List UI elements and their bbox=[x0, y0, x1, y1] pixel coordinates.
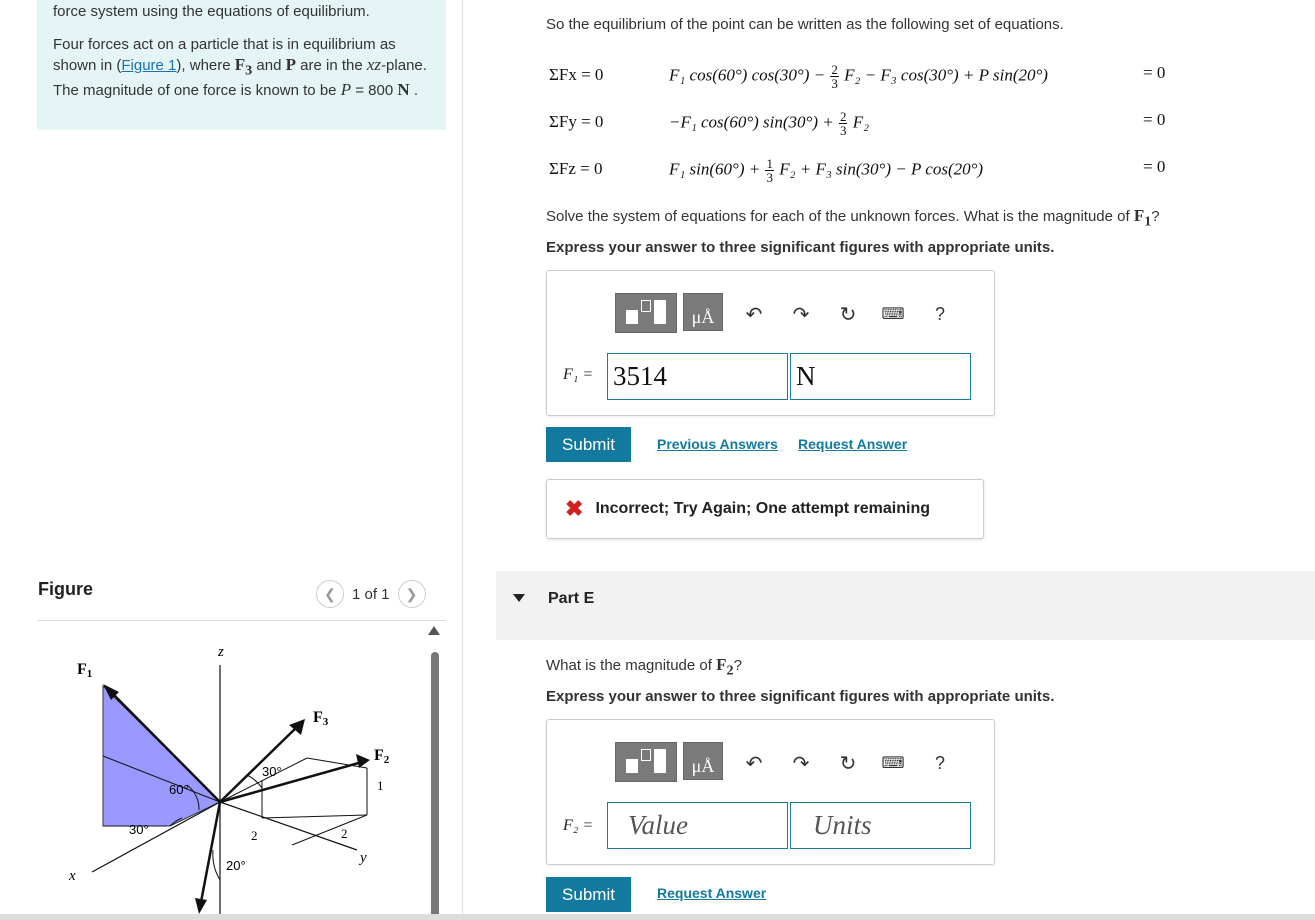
angle-30-top-label: 30° bbox=[262, 764, 282, 779]
previous-answers-link[interactable]: Previous Answers bbox=[657, 436, 778, 452]
partD-submit-button[interactable]: Submit bbox=[546, 427, 631, 462]
ratio-2-label: 2 bbox=[341, 826, 348, 841]
figure-link[interactable]: Figure 1 bbox=[121, 57, 177, 74]
z-label: z bbox=[218, 644, 224, 660]
units-button[interactable]: μÅ bbox=[683, 742, 723, 780]
f1-units-input[interactable]: N bbox=[790, 353, 971, 400]
partE-request-answer-link[interactable]: Request Answer bbox=[657, 885, 767, 901]
f1-plane bbox=[103, 686, 220, 826]
feedback-message bbox=[546, 479, 984, 539]
help-icon[interactable]: ? bbox=[934, 303, 945, 324]
equilibrium-intro: So the equilibrium of the point can be written as the following set of equations. bbox=[546, 16, 1064, 33]
keyboard-icon[interactable]: ⌨ bbox=[881, 306, 905, 323]
angle-30-left-label: 30° bbox=[129, 822, 149, 837]
templates-button[interactable] bbox=[615, 742, 677, 782]
figure-title: Figure bbox=[38, 579, 94, 599]
x-label: x bbox=[69, 868, 76, 884]
keyboard-icon[interactable]: ⌨ bbox=[881, 755, 905, 772]
angle-60-label: 60° bbox=[169, 782, 189, 797]
partD-instructions: Express your answer to three significant figures with appropriate units. bbox=[546, 239, 1055, 256]
f1-variable-label: F₁ = bbox=[563, 366, 594, 383]
y-label: y bbox=[360, 850, 367, 866]
divider bbox=[37, 620, 446, 621]
feedback-text: Incorrect; Try Again; One attempt remaining bbox=[595, 500, 931, 517]
problem-statement: Four forces act on a particle that is in equilibrium as shown in (Figure 1), where $F_3$ and P are in the xz-plane. The magnitude of one force is known to be P = 800 N . bbox=[53, 36, 427, 100]
undo-icon[interactable]: ↶ bbox=[745, 303, 763, 326]
f1-value-input[interactable]: 3514 bbox=[607, 353, 788, 400]
partD-request-answer-link[interactable]: Request Answer bbox=[798, 436, 908, 452]
equation-row-x: ΣFx = 0 F₁ cos(60°) cos(30°) − $\frac{2}{3}$ F₂ − F₃ cos(30°) + P sin(20°) bbox=[549, 62, 1048, 91]
y-axis bbox=[220, 802, 357, 850]
projection-line bbox=[262, 815, 367, 818]
next-figure-button[interactable]: ❯ bbox=[398, 580, 426, 608]
scroll-up-arrow[interactable] bbox=[428, 626, 440, 635]
f2-units-input[interactable]: Units bbox=[790, 802, 971, 849]
redo-icon[interactable]: ↷ bbox=[792, 303, 810, 326]
reset-icon[interactable]: ↻ bbox=[839, 303, 857, 326]
panel-divider bbox=[462, 0, 463, 920]
prev-figure-button[interactable]: ❮ bbox=[316, 580, 344, 608]
equation-row-z: ΣFz = 0 F₁ sin(60°) + $\frac{1}{3}$ F₂ + F₃ sin(30°) − P cos(20°) bbox=[549, 156, 984, 185]
f3-label: F3 bbox=[313, 709, 329, 728]
partD-answer-box bbox=[546, 270, 995, 416]
partE-title: Part E bbox=[548, 590, 595, 607]
ratio-2-label: 2 bbox=[251, 828, 258, 843]
partE-header[interactable] bbox=[496, 571, 1315, 640]
f2-label: F2 bbox=[374, 747, 390, 766]
reset-icon[interactable]: ↻ bbox=[839, 752, 857, 775]
bottom-scrollbar[interactable] bbox=[0, 914, 1315, 920]
pager-label: 1 of 1 bbox=[352, 585, 390, 603]
templates-button[interactable] bbox=[615, 293, 677, 333]
p-arrowhead bbox=[195, 898, 207, 914]
f2-variable-label: F₂ = bbox=[563, 817, 594, 834]
units-button[interactable]: μÅ bbox=[683, 293, 723, 331]
f2-value-input[interactable]: Value bbox=[607, 802, 788, 849]
collapse-triangle-icon[interactable] bbox=[513, 594, 525, 602]
f1-label: F1 bbox=[77, 661, 93, 680]
figure-pager bbox=[316, 580, 426, 608]
equation-rhs-x: = 0 bbox=[1143, 63, 1166, 82]
ratio-1-label: 1 bbox=[377, 778, 384, 793]
partE-instructions: Express your answer to three significant figures with appropriate units. bbox=[546, 688, 1055, 705]
equation-row-y: ΣFy = 0 −F₁ cos(60°) sin(30°) + $\frac{2}{3}$ F₂ bbox=[549, 109, 870, 138]
force-diagram bbox=[37, 630, 427, 920]
figure-scrollbar[interactable] bbox=[431, 652, 439, 920]
angle-20-label: 20° bbox=[226, 858, 246, 873]
partE-submit-button[interactable]: Submit bbox=[546, 877, 631, 912]
angle-arc-20 bbox=[213, 850, 220, 880]
redo-icon[interactable]: ↷ bbox=[792, 752, 810, 775]
intro-first-line: force system using the equations of equilibrium. bbox=[53, 3, 370, 20]
f2-arrowhead bbox=[356, 754, 370, 768]
error-x-icon: ✖ bbox=[565, 496, 584, 521]
p-arrow bbox=[201, 802, 220, 902]
partD-question: Solve the system of equations for each of the unknown forces. What is the magnitude of $F_1$? bbox=[546, 206, 1160, 230]
undo-icon[interactable]: ↶ bbox=[745, 752, 763, 775]
help-icon[interactable]: ? bbox=[934, 752, 945, 773]
partE-answer-box bbox=[546, 719, 995, 865]
equation-rhs-y: = 0 bbox=[1143, 110, 1166, 129]
partE-question: What is the magnitude of $F_2$? bbox=[546, 655, 742, 679]
equation-rhs-z: = 0 bbox=[1143, 157, 1166, 176]
